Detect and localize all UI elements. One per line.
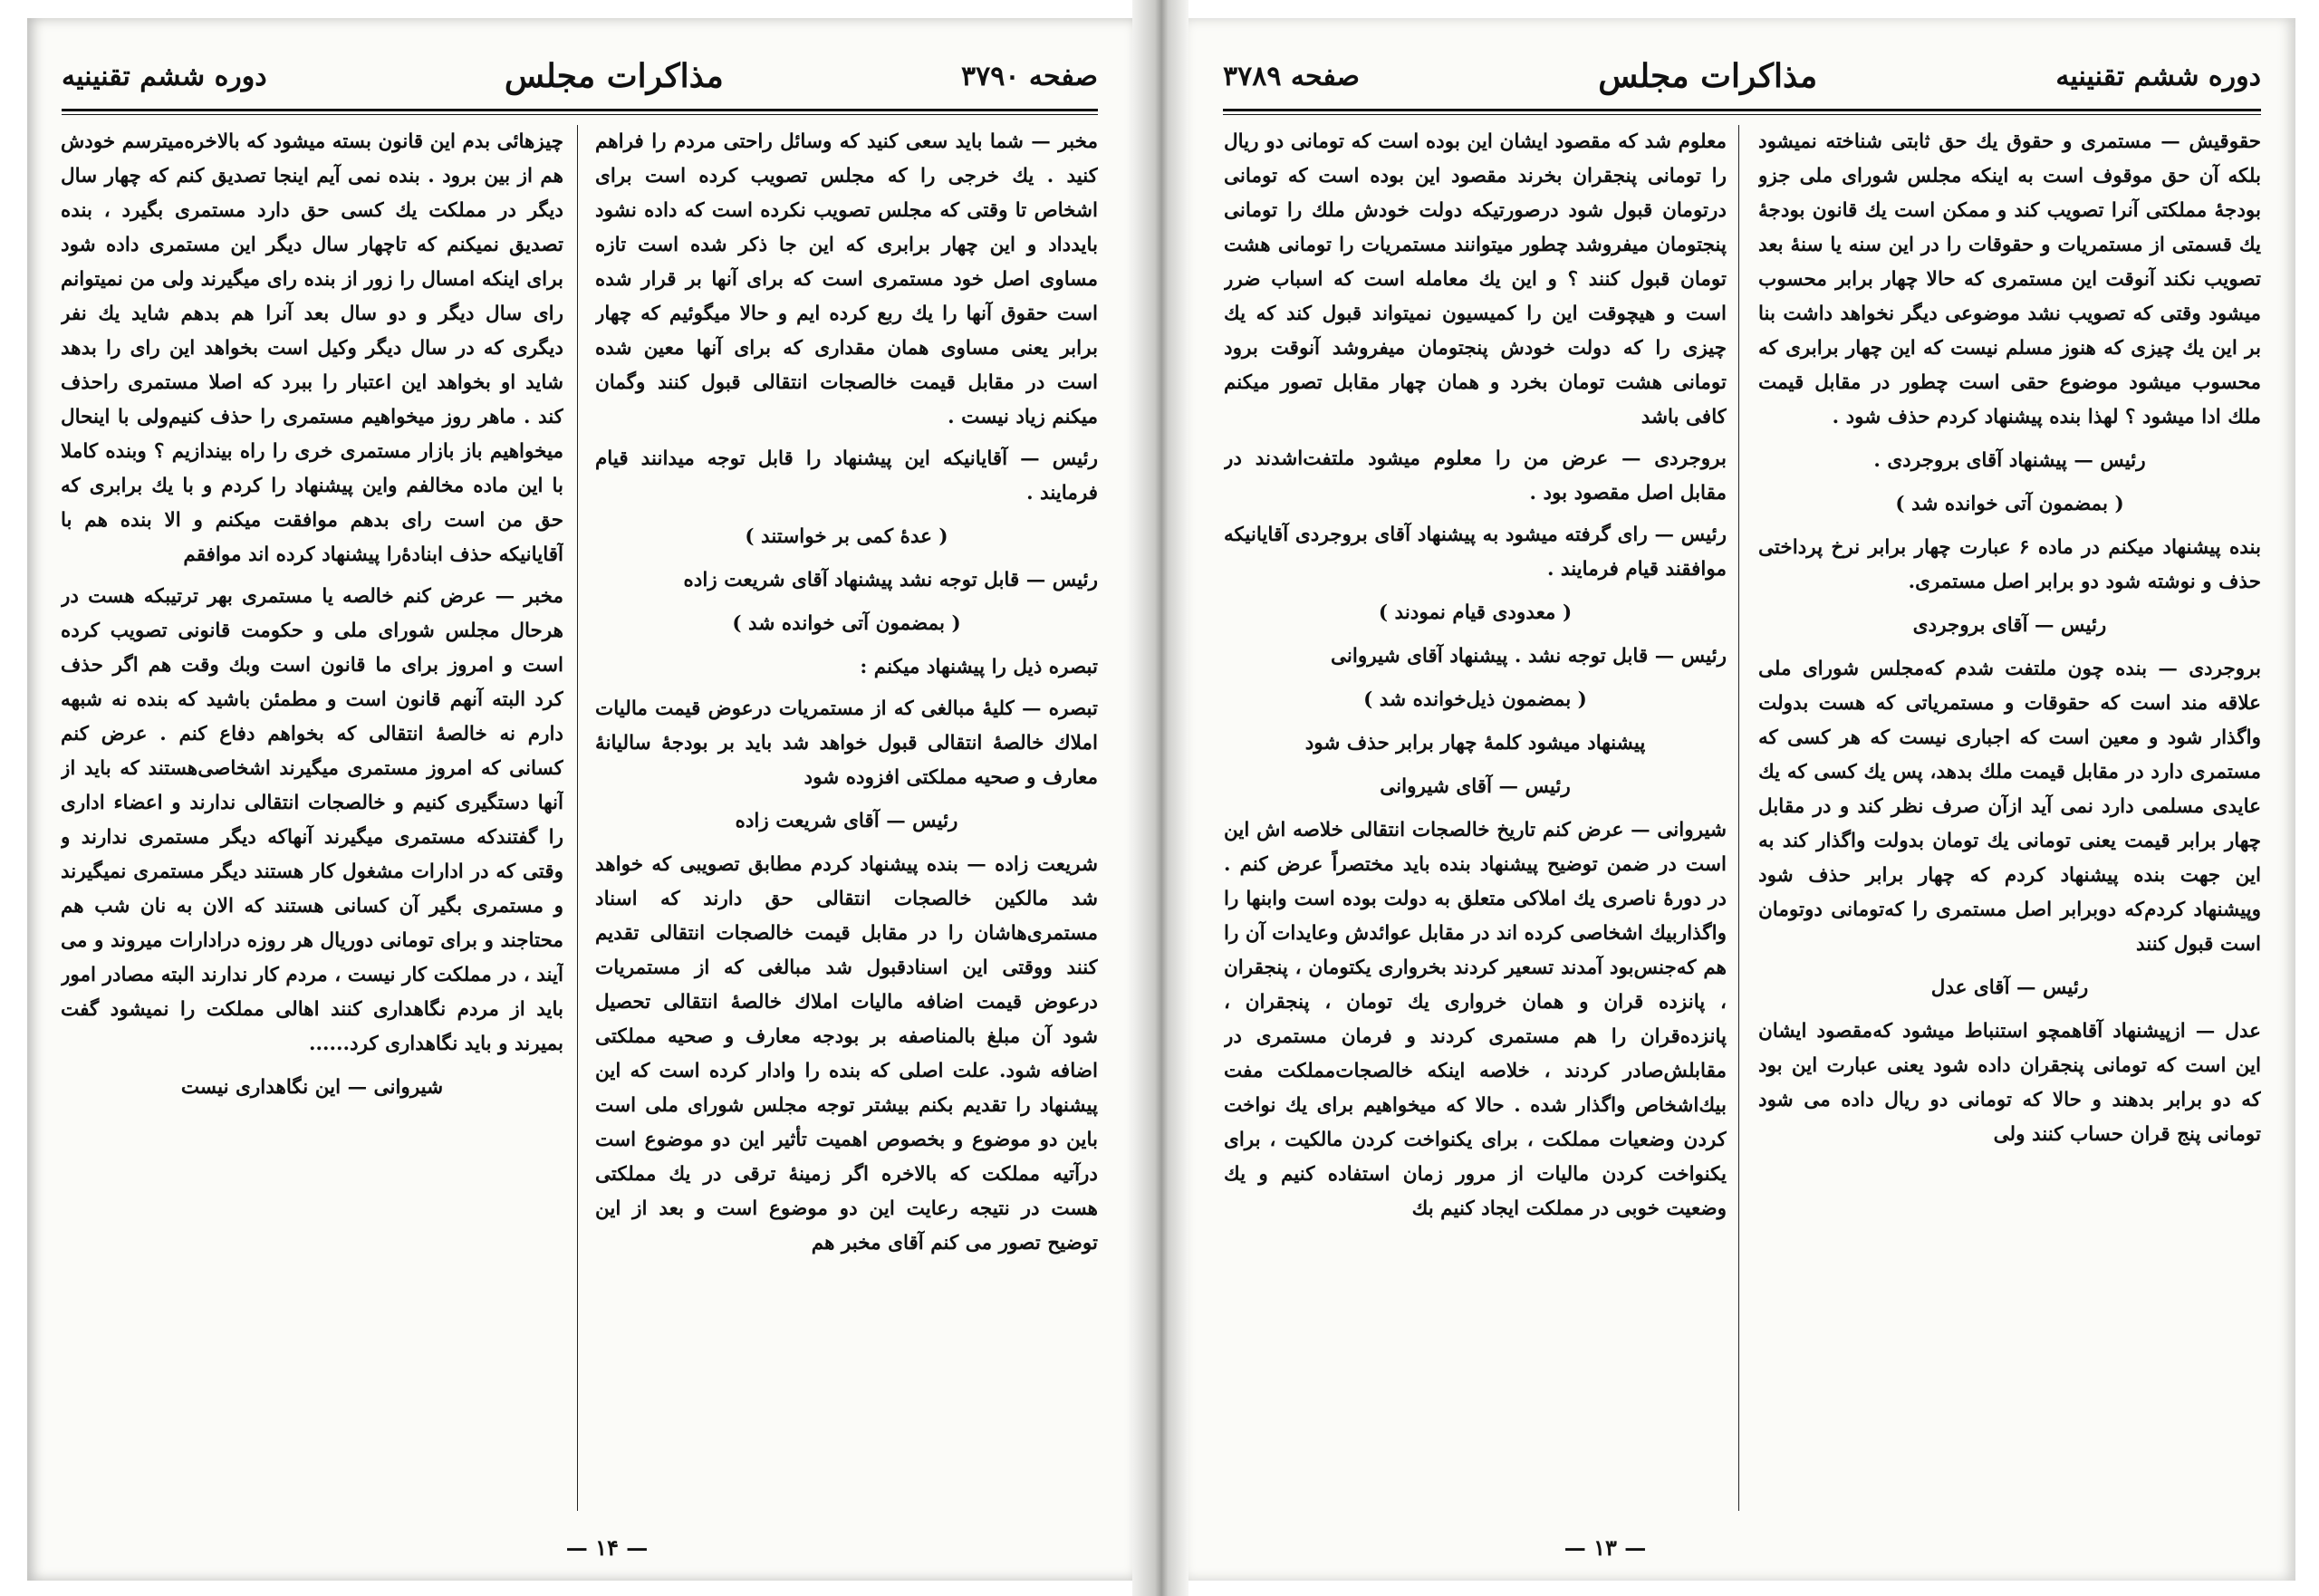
- left-page-column-1: [595, 125, 1098, 1511]
- left-page-title: مذاکرات مجلس: [504, 57, 724, 95]
- paragraph: رئیس — رای گرفته میشود به پیشنهاد آقای بروجردی آقایانیکه موافقند قیام فرمایند .: [1224, 524, 1727, 581]
- right-page-header: [1223, 49, 2261, 103]
- left-header-rule-thin: [62, 114, 1098, 115]
- paragraph: معلوم شد که مقصود ایشان این بوده است که تومانی دو ریال را تومانی پنجقران بخرند مقصود این بوده است که تومانی درتومان قبول شود درصورتیکه دولت خودش ملك را تومانی پنجتومان میفروشد چطور میتوانند مستمریات را تومانی هشت تومان قبول کنند ؟ و این یك معامله است که اسباب ضرر است و هیچوقت این را کمیسیون نمیتواند قبول کند که یك چیزی را که دولت خودش پنجتومان میفروشد آنوقت برود تومانی هشت تومان بخرد و همان چهار مقابل تصور میکنم کافی باشد: [1224, 130, 1727, 428]
- paragraph: ( عدهٔ کمی بر خواستند ): [745, 525, 948, 548]
- paragraph: رئیس — قابل توجه نشد . پیشنهاد آقای شیروانی: [1330, 645, 1727, 668]
- left-page: [27, 18, 1132, 1581]
- paragraph: پیشنهاد میشود کلمهٔ چهار برابر حذف شود: [1304, 732, 1646, 755]
- paragraph: رئیس — قابل توجه نشد پیشنهاد آقای شریعت زاده: [683, 569, 1098, 591]
- right-page-column-1: [1758, 125, 2261, 1511]
- paragraph: مخبر — عرض کنم خالصه یا مستمری بهر ترتیبکه هست در هرحال مجلس شورای ملی و حکومت قانونی تصویب کرده است و امروز برای ما قانون است وبك وقت هم اگر حذف کرد البته آنهم قانون است و مطمئن باشید که بنده نه شبهه دارم نه خالصهٔ انتقالی که بخواهم دفاع کنم . عرض کنم کسانی که امروز مستمری میگیرند اشخاصی‌هستند که باید از آنها دستگیری کنیم و خالصجات انتقالی ندارند و اعضاء اداری را گفتندکه مستمری میگیرند آنهاکه دیگر مستمری ندارند و وقتی که در ادارات مشغول کار هستند دیگر مستمری نمیگیرند و مستمری بگیر آن کسانی هستند که الان به نان شب هم محتاجند و برای تومانی دوریال هر روزه درادارات میروند و می آیند ، در مملکت کار نیست ، مردم کار ندارند البته مصادر امور باید از مردم نگاهداری کنند اهالی مملکت را نمیشود گفت بمیرند و باید نگاهداری کرد......: [61, 585, 563, 1055]
- left-page-footer-number: — ۱۴ —: [565, 1534, 649, 1561]
- right-header-rule: [1223, 109, 2261, 111]
- right-page-column-2: [1224, 125, 1727, 1511]
- book-gutter: [1132, 0, 1188, 1596]
- paragraph: تبصره — کلیهٔ مبالغی که از مستمریات درعوض قیمت مالیات املاك خالصهٔ انتقالی قبول خواهد شد باید بر بودجهٔ سالیانهٔ معارف و صحیه مملکتی افزوده شود: [595, 697, 1098, 789]
- paragraph: چیزهائی بدم این قانون بسته میشود که بالاخره‌میترسم خودش هم از بین برود . بنده نمی آیم اینجا تصدیق کنم که چهار سال دیگر در مملکت یك کسی حق دارد مستمری بگیرد ، بنده تصدیق نمیکنم که تاچهار سال دیگر این مستمری داده شود برای اینکه امسال را زور از بنده رای میگیرند ولی من نمیتوانم رای سال دیگر و دو سال بعد آنرا هم بدهم شاید یك نفر دیگری که در سال دیگر وکیل است بخواهد این رای را بدهد شاید او بخواهد این اعتبار را ببرد که اصلا مستمری راحذف کند . ماهر روز میخواهیم مستمری را حذف کنیم‌ولی با اینحال میخواهیم باز بازار مستمری خری را راه بیندازیم ؟ وبنده کاملا با این ماده مخالفم واین پیشنهاد را کردم و با یك برابری که حق من است رای بدهم موافقت میکنم و الا بنده هم با آقایانیکه حذف ابنادهٔ‌را پیشنهاد کرده اند موافقم: [61, 130, 563, 566]
- paragraph: ( بمضمون ذیل‌خوانده شد ): [1363, 688, 1587, 711]
- paragraph: ( بمضمون آتی خوانده شد ): [732, 612, 961, 635]
- paragraph: رئیس — آقای شریعت زاده: [735, 810, 958, 832]
- paragraph: شیروانی — این نگاهداری نیست: [180, 1076, 444, 1099]
- paragraph: ( بمضمون آتی خوانده شد ): [1895, 493, 2124, 515]
- paragraph: تبصره ذیل را پیشنهاد میکنم :: [860, 656, 1098, 678]
- paragraph: رئیس — آقایانیکه این پیشنهاد را قابل توجه میدانند قیام فرمایند .: [595, 447, 1098, 505]
- paragraph: بروجردی — بنده چون ملتفت شدم که‌مجلس شورای ملی علاقه مند است که حقوقات و مستمریاتی که هست بدولت واگذار شود و معین است که اجباری نیست که هر کسی که مستمری دارد در مقابل قیمت ملك بدهد، پس یك کسی که یك عایدی مسلمی دارد نمی آید ازآن صرف نظر کند و در مقابل چهار برابر قیمت یعنی تومانی یك تومان بدولت واگذار کند به این جهت بنده پیشنهاد کردم که چهار برابر حذف شود وپیشنهاد کردم‌که دوبرابر اصل مستمری را که‌تومانی دوتومان است قبول کنند: [1758, 658, 2261, 956]
- paragraph: شریعت زاده — بنده پیشنهاد کردم مطابق تصویبی که خواهد شد مالکین خالصجات انتقالی حق دارند که اسناد مستمری‌هاشان را در مقابل قیمت خالصجات انتقالی تقدیم کنند ووقتی این اسنادقبول شد مبالغی که از مستمریات درعوض قیمت اضافه مالیات املاك خالصهٔ انتقالی تحصیل شود آن مبلغ بالمناصفه بر بودجه معارف و صحیه مملکتی اضافه شود. علت اصلی که بنده را وادار کرده است که این پیشنهاد را تقدیم بکنم بیشتر توجه مجلس شورای ملی است باین دو موضوع و بخصوص اهمیت تأثیر این دو موضوع است درآتیه مملکت که بالاخره اگر زمینهٔ ترقی در یك مملکتی هست در نتیجه رعایت این دو موضوع است و بعد از این توضیح تصور می کنم آقای مخبر هم: [595, 853, 1098, 1255]
- paragraph: بنده پیشنهاد میکنم در ماده ۶ عبارت چهار برابر نرخ پرداختی حذف و نوشته شود دو برابر اصل مستمری.: [1758, 536, 2261, 593]
- left-page-session: دوره ششم تقنینیه: [62, 60, 267, 92]
- paragraph: شیروانی — عرض کنم تاریخ خالصجات انتقالی خلاصه اش این است در ضمن توضیح پیشنهاد بنده باید مختصراً عرض کنم . در دورهٔ ناصری یك املاکی متعلق به دولت بوده است وابنها را واگذاربیك اشخاصی کرده اند در مقابل عوائدش وعایدات آن را هم که‌جنس‌بود آمدند تسعیر کردند بخرواری یکتومان ، پنجقران ، پانزده قران و همان خرواری یك تومان ، پنجقران ، پانزده‌قران را هم مستمری کردند و فرمان مستمری در مقابلش‌صادر کردند ، خلاصه اینکه خالصجات‌مملکت مفت بیك‌اشخاص واگذار شده . حالا که میخواهیم برای یك نواخت کردن وضعیات مملکت ، برای یکنواخت کردن مالکیت ، برای یکنواخت کردن مالیات از مرور زمان استفاده کنیم و یك وضعیت خوبی در مملکت ایجاد کنیم بك: [1224, 819, 1727, 1220]
- paragraph: رئیس — آقای بروجردی: [1912, 614, 2107, 637]
- right-page-title: مذاکرات مجلس: [1598, 57, 1818, 95]
- right-page-number-label: صفحه ۳۷۸۹: [1223, 60, 1360, 92]
- paragraph: رئیس — آقای شیروانی: [1380, 775, 1571, 798]
- right-column-divider: [1738, 125, 1739, 1511]
- right-page-footer-number: — ۱۳ —: [1564, 1534, 1647, 1561]
- paragraph: رئیس — آقای عدل: [1930, 976, 2089, 999]
- paragraph: رئیس — پیشنهاد آقای بروجردی .: [1873, 449, 2146, 472]
- right-page-session: دوره ششم تقنینیه: [2055, 60, 2261, 92]
- left-page-column-2: [61, 125, 563, 1511]
- paragraph: حقوقیش — مستمری و حقوق یك حق ثابتی شناخته نمیشود بلکه آن حق موقوف است به اینکه مجلس شورای ملی جزو بودجهٔ مملکتی آنرا تصویب کند و ممکن است یك قانون بودجهٔ یك قسمتی از مستمریات و حقوقات را در این سنه یا سنهٔ بعد تصویب نکند آنوقت این مستمری که حالا چهار برابر محسوب میشود وقتی که تصویب نشد موضوعی دیگر نخواهد داشت بنا بر این یك چیزی که هنوز مسلم نیست که این چهار برابری که محسوب میشود موضوع حقی است چطور در مقابل قیمت ملك ادا میشود ؟ لهذا بنده پیشنهاد کردم حذف شود .: [1758, 130, 2261, 428]
- paragraph: عدل — ازپیشنهاد آقاهمچو استنباط میشود که‌مقصود ایشان این است که تومانی پنجقران داده شود یعنی عبارت این بود که دو برابر بدهند و حالا که تومانی دو ریال داده می شود تومانی پنج قران حساب کنند ولی: [1758, 1020, 2261, 1146]
- left-header-rule: [62, 109, 1098, 111]
- left-column-divider: [577, 125, 578, 1511]
- left-page-header: [62, 49, 1098, 103]
- paragraph: مخبر — شما باید سعی کنید که وسائل راحتی مردم را فراهم کنید . یك خرجی را که مجلس تصویب کرده است برای اشخاص تا وقتی که مجلس تصویب نکرده است که داده نشود بایدداد و این چهار برابری که این جا ذکر شده است تازه مساوی اصل خود مستمری است که برای آنها بر قرار شده است حقوق آنها را یك ربع کرده ایم و حالا میگوئیم که چهار برابر یعنی مساوی همان مقداری که برای آنها معین شده است در مقابل قیمت خالصجات انتقالی قبول کنند وگمان میکنم زیاد نیست .: [595, 130, 1098, 428]
- right-page: [1188, 18, 2295, 1581]
- paragraph: ( معدودی قیام نمودند ): [1378, 601, 1573, 624]
- paragraph: بروجردی — عرض من را معلوم میشود ملتفت‌اشدند در مقابل اصل مقصود بود .: [1224, 447, 1727, 505]
- right-header-rule-thin: [1223, 114, 2261, 115]
- left-page-number-label: صفحه ۳۷۹۰: [961, 60, 1098, 92]
